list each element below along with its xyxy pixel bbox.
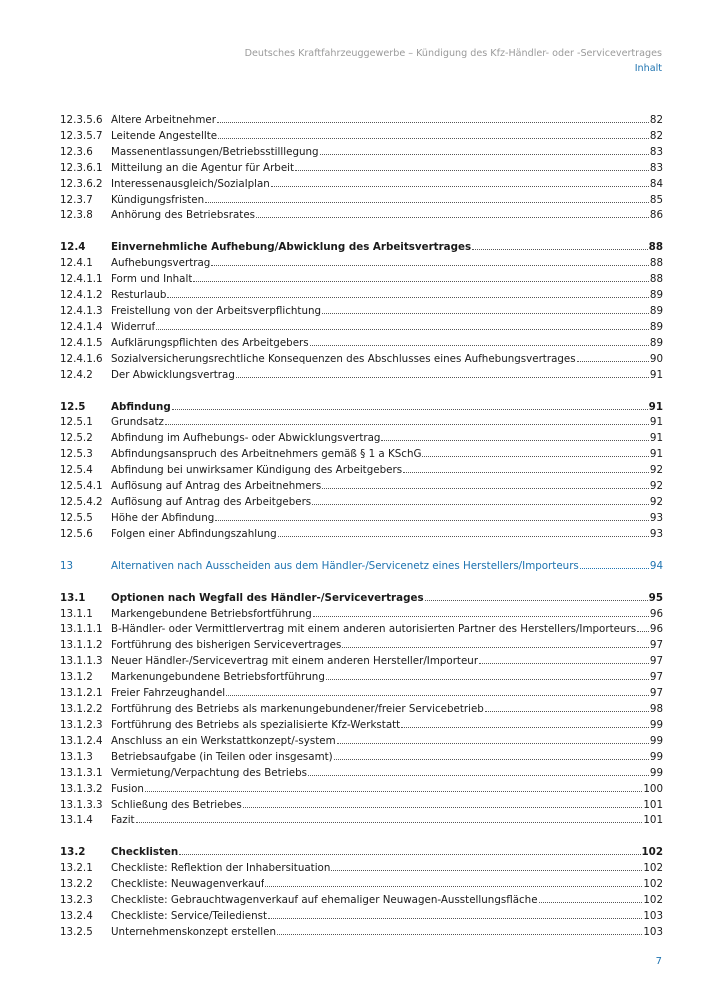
toc-entry-page: 102	[643, 862, 663, 875]
toc-entry-title: Freier Fahrzeughandel	[111, 687, 226, 700]
toc-entry-page: 101	[643, 798, 663, 811]
toc-entry[interactable]	[60, 890, 663, 906]
toc-entry[interactable]	[60, 476, 663, 492]
dot-leader	[322, 487, 649, 489]
toc-entry-title: Unternehmenskonzept erstellen	[111, 925, 277, 938]
dot-leader	[479, 662, 649, 664]
toc-entry-page: 102	[641, 846, 663, 859]
page-number: 7	[655, 956, 662, 967]
toc-spacer	[60, 221, 663, 237]
toc-spacer	[60, 826, 663, 842]
toc-entry-page: 92	[649, 480, 663, 493]
dot-leader	[145, 790, 642, 792]
toc-entry-title: Massenentlassungen/Betriebsstilllegung	[111, 145, 319, 158]
toc-entry[interactable]	[60, 508, 663, 524]
toc-spacer	[60, 540, 663, 556]
toc-entry-number: 13.2.3	[60, 894, 93, 907]
toc-entry[interactable]	[60, 747, 663, 763]
dot-leader	[381, 439, 648, 441]
dot-leader	[485, 710, 649, 712]
toc-entry[interactable]	[60, 174, 663, 190]
dot-leader	[193, 280, 649, 282]
toc-entry-page: 96	[649, 623, 663, 636]
dot-leader	[165, 423, 649, 425]
dot-leader	[403, 471, 649, 473]
toc-entry-number: 13.2.4	[60, 910, 93, 923]
toc-entry-page: 91	[649, 432, 663, 445]
toc-entry[interactable]	[60, 492, 663, 508]
dot-leader	[277, 933, 642, 935]
toc-entry-page: 82	[649, 113, 663, 126]
toc-entry[interactable]	[60, 444, 663, 460]
toc-entry[interactable]	[60, 795, 663, 811]
dot-leader	[425, 599, 648, 601]
dot-leader	[312, 503, 649, 505]
dot-leader	[172, 408, 648, 410]
toc-entry-page: 91	[648, 400, 663, 413]
toc-entry-page: 93	[649, 527, 663, 540]
toc-entry[interactable]	[60, 460, 663, 476]
toc-entry-page: 98	[649, 703, 663, 716]
toc-entry-title: Neuer Händler-/Servicevertrag mit einem anderen Hersteller/Importeur	[111, 655, 479, 668]
toc-entry-page: 102	[643, 894, 663, 907]
toc-entry-page: 99	[649, 718, 663, 731]
dot-leader	[268, 917, 642, 919]
toc-entry-title: Freistellung von der Arbeitsverpflichtung	[111, 304, 322, 317]
toc-entry-page: 83	[649, 145, 663, 158]
toc-entry-title: Aufklärungspflichten des Arbeitgebers	[111, 336, 309, 349]
toc-entry[interactable]	[60, 253, 663, 269]
toc-entry-number: 12.5.2	[60, 432, 93, 445]
toc-entry-page: 97	[649, 671, 663, 684]
toc-entry-number: 12.4.1.6	[60, 352, 103, 365]
toc-entry-title: Auflösung auf Antrag des Arbeitnehmers	[111, 480, 322, 493]
toc-entry-number: 12.4.1.5	[60, 336, 103, 349]
toc-spacer	[60, 381, 663, 397]
toc-entry-page: 103	[643, 925, 663, 938]
toc-entry-number: 13.2	[60, 846, 86, 859]
toc-entry-page: 88	[649, 257, 663, 270]
toc-entry-title: Checkliste: Reflektion der Inhabersituation	[111, 862, 331, 875]
toc-entry[interactable]	[60, 922, 663, 938]
table-of-contents	[60, 110, 663, 938]
toc-entry-title: Fortführung des bisherigen Servicevertrages	[111, 639, 342, 652]
toc-entry-title: Markengebundene Betriebsfortführung	[111, 607, 312, 620]
toc-entry-title: Abfindung bei unwirksamer Kündigung des Arbeitgebers	[111, 464, 403, 477]
toc-entry-title: Alternativen nach Ausscheiden aus dem Händler-/Servicenetz eines Herstellers/Importeurs	[111, 559, 579, 572]
dot-leader	[337, 742, 649, 744]
toc-entry-title: Checkliste: Gebrauchtwagenverkauf auf ehemaliger Neuwagen-Ausstellungsfläche	[111, 894, 538, 907]
toc-entry-page: 84	[649, 177, 663, 190]
toc-entry-number: 12.5.5	[60, 511, 93, 524]
toc-entry-page: 83	[649, 161, 663, 174]
toc-entry-number: 12.4.1.4	[60, 320, 103, 333]
section-label: Inhalt	[634, 63, 662, 74]
dot-leader	[539, 901, 643, 903]
toc-entry-page: 97	[649, 639, 663, 652]
toc-entry-title: Markenungebundene Betriebsfortführung	[111, 671, 325, 684]
toc-entry-title: Der Abwicklungsvertrag	[111, 368, 235, 381]
dot-leader	[226, 694, 649, 696]
toc-entry-title: Resturlaub	[111, 289, 167, 302]
toc-entry[interactable]	[60, 858, 663, 874]
toc-entry-title: Checkliste: Service/Teiledienst	[111, 910, 267, 923]
toc-entry-title: Interessenausgleich/Sozialplan	[111, 177, 270, 190]
toc-entry-title: Anschluss an ein Werkstattkonzept/-system	[111, 734, 336, 747]
toc-entry-page: 89	[649, 304, 663, 317]
toc-entry-title: Kündigungsfristen	[111, 193, 205, 206]
toc-entry-number: 12.3.5.6	[60, 113, 103, 126]
toc-entry[interactable]	[60, 365, 663, 381]
toc-entry[interactable]	[60, 397, 663, 413]
toc-entry-page: 88	[648, 241, 663, 254]
toc-entry-page: 102	[643, 878, 663, 891]
toc-entry-title: Betriebsaufgabe (in Teilen oder insgesamt)	[111, 750, 333, 763]
toc-entry-title: Fazit	[111, 814, 135, 827]
toc-entry-number: 12.4.1.2	[60, 289, 103, 302]
toc-entry-number: 12.5.6	[60, 527, 93, 540]
toc-entry-page: 91	[649, 368, 663, 381]
toc-entry-number: 13.1.1.1	[60, 623, 103, 636]
toc-entry-number: 12.3.6	[60, 145, 93, 158]
toc-entry-page: 92	[649, 464, 663, 477]
toc-entry-title: Fortführung des Betriebs als spezialisierte Kfz-Werkstatt	[111, 718, 401, 731]
toc-entry-page: 99	[649, 750, 663, 763]
toc-entry-number: 13.1.2.1	[60, 687, 103, 700]
toc-entry[interactable]	[60, 651, 663, 667]
dot-leader	[580, 567, 649, 569]
toc-entry[interactable]	[60, 604, 663, 620]
toc-entry[interactable]	[60, 588, 663, 604]
toc-entry-title: Abfindung im Aufhebungs- oder Abwicklungsvertrag	[111, 432, 381, 445]
dot-leader	[136, 821, 643, 823]
toc-entry-number: 12.5.4.1	[60, 480, 103, 493]
toc-entry-title: Checklisten	[111, 846, 179, 859]
toc-entry-number: 12.5	[60, 400, 86, 413]
dot-leader	[342, 646, 649, 648]
toc-entry-number: 13.1.3	[60, 750, 93, 763]
toc-entry[interactable]	[60, 190, 663, 206]
dot-leader	[577, 360, 649, 362]
toc-entry-number: 12.4.1.1	[60, 273, 103, 286]
dot-leader	[308, 774, 649, 776]
toc-entry-page: 85	[649, 193, 663, 206]
toc-entry-page: 99	[649, 734, 663, 747]
dot-leader	[278, 535, 649, 537]
toc-entry-title: Leitende Angestellte	[111, 129, 218, 142]
dot-leader	[401, 726, 649, 728]
toc-entry-title: Ältere Arbeitnehmer	[111, 113, 216, 126]
toc-entry-number: 13.1.3.2	[60, 782, 103, 795]
dot-leader	[265, 885, 642, 887]
toc-entry-title: Fortführung des Betriebs als markenungebundener/freier Servicebetrieb	[111, 703, 484, 716]
toc-entry-number: 13.1.2.2	[60, 703, 103, 716]
toc-entry-title: B-Händler- oder Vermittlervertrag mit einem anderen autorisierten Partner des Herstellers/Importeurs	[111, 623, 637, 636]
toc-entry-number: 13.1.3.3	[60, 798, 103, 811]
toc-entry-title: Checkliste: Neuwagenverkauf	[111, 878, 265, 891]
toc-entry-number: 13.1.1.3	[60, 655, 103, 668]
toc-entry[interactable]	[60, 126, 663, 142]
toc-entry[interactable]	[60, 524, 663, 540]
toc-entry-title: Auflösung auf Antrag des Arbeitgebers	[111, 496, 312, 509]
toc-entry[interactable]	[60, 317, 663, 333]
dot-leader	[156, 328, 649, 330]
toc-entry-page: 100	[643, 782, 663, 795]
toc-entry-number: 13.1.2.4	[60, 734, 103, 747]
toc-entry-page: 91	[649, 448, 663, 461]
toc-entry[interactable]	[60, 811, 663, 827]
toc-entry-number: 12.5.1	[60, 416, 93, 429]
toc-entry-title: Höhe der Abfindung	[111, 511, 215, 524]
toc-entry-title: Mitteilung an die Agentur für Arbeit	[111, 161, 295, 174]
toc-entry-page: 88	[649, 273, 663, 286]
toc-entry-title: Aufhebungsvertrag	[111, 257, 211, 270]
dot-leader	[472, 248, 648, 250]
toc-entry-page: 89	[649, 336, 663, 349]
toc-entry-page: 86	[649, 209, 663, 222]
toc-entry-number: 12.3.6.1	[60, 161, 103, 174]
toc-entry[interactable]	[60, 285, 663, 301]
toc-entry[interactable]	[60, 301, 663, 317]
toc-entry-number: 13.1	[60, 591, 86, 604]
dot-leader	[218, 137, 649, 139]
toc-entry-number: 12.5.4	[60, 464, 93, 477]
toc-entry[interactable]	[60, 413, 663, 429]
toc-entry-title: Form und Inhalt	[111, 273, 193, 286]
toc-entry[interactable]	[60, 556, 663, 572]
toc-entry[interactable]	[60, 906, 663, 922]
dot-leader	[256, 216, 649, 218]
dot-leader	[236, 376, 649, 378]
toc-entry-number: 12.4	[60, 241, 86, 254]
dot-leader	[179, 853, 640, 855]
toc-entry[interactable]	[60, 349, 663, 365]
toc-entry-page: 92	[649, 496, 663, 509]
dot-leader	[310, 344, 649, 346]
toc-entry-page: 96	[649, 607, 663, 620]
toc-entry-number: 12.3.8	[60, 209, 93, 222]
toc-entry-number: 12.4.1	[60, 257, 93, 270]
toc-entry-title: Fusion	[111, 782, 144, 795]
toc-entry-page: 89	[649, 320, 663, 333]
toc-entry-page: 97	[649, 687, 663, 700]
toc-entry[interactable]	[60, 699, 663, 715]
toc-entry-page: 97	[649, 655, 663, 668]
toc-entry-number: 13.2.1	[60, 862, 93, 875]
dot-leader	[217, 121, 649, 123]
dot-leader	[313, 615, 649, 617]
dot-leader	[326, 678, 649, 680]
dot-leader	[271, 185, 649, 187]
toc-entry-number: 13.1.3.1	[60, 766, 103, 779]
toc-entry-number: 13	[60, 559, 74, 572]
dot-leader	[243, 806, 643, 808]
dot-leader	[334, 758, 649, 760]
toc-entry[interactable]	[60, 635, 663, 651]
dot-leader	[167, 296, 648, 298]
toc-entry-number: 12.4.1.3	[60, 304, 103, 317]
toc-entry-title: Vermietung/Verpachtung des Betriebs	[111, 766, 307, 779]
toc-entry[interactable]	[60, 842, 663, 858]
toc-entry-page: 90	[649, 352, 663, 365]
toc-entry-number: 12.3.5.7	[60, 129, 103, 142]
toc-entry-title: Folgen einer Abfindungszahlung	[111, 527, 277, 540]
toc-entry-title: Schließung des Betriebes	[111, 798, 242, 811]
dot-leader	[295, 169, 649, 171]
running-header	[245, 46, 662, 76]
toc-entry-number: 12.3.6.2	[60, 177, 103, 190]
dot-leader	[331, 869, 642, 871]
dot-leader	[322, 312, 649, 314]
toc-entry[interactable]	[60, 206, 663, 222]
toc-entry-title: Widerruf	[111, 320, 156, 333]
toc-spacer	[60, 572, 663, 588]
toc-entry[interactable]	[60, 874, 663, 890]
toc-entry-title: Einvernehmliche Aufhebung/Abwicklung des Arbeitsvertrages	[111, 241, 472, 254]
toc-entry-title: Grundsatz	[111, 416, 164, 429]
dot-leader	[211, 264, 649, 266]
dot-leader	[320, 153, 649, 155]
toc-entry-page: 95	[648, 591, 663, 604]
toc-entry[interactable]	[60, 763, 663, 779]
toc-entry-number: 13.1.4	[60, 814, 93, 827]
toc-entry[interactable]	[60, 620, 663, 636]
dot-leader	[205, 201, 649, 203]
document-title: Deutsches Kraftfahrzeuggewerbe – Kündigung des Kfz-Händler- oder -Servicevertrages	[244, 48, 662, 59]
toc-entry[interactable]	[60, 683, 663, 699]
dot-leader	[422, 455, 648, 457]
toc-entry-page: 94	[649, 559, 663, 572]
toc-entry-page: 101	[643, 814, 663, 827]
toc-entry[interactable]	[60, 715, 663, 731]
toc-entry-title: Anhörung des Betriebsrates	[111, 209, 256, 222]
toc-entry-title: Abfindung	[111, 400, 171, 413]
dot-leader	[215, 519, 649, 521]
toc-entry[interactable]	[60, 667, 663, 683]
toc-entry-number: 13.1.1	[60, 607, 93, 620]
toc-entry-number: 13.1.2.3	[60, 718, 103, 731]
toc-entry-number: 12.5.3	[60, 448, 93, 461]
toc-entry-number: 12.4.2	[60, 368, 93, 381]
toc-entry-title: Abfindungsanspruch des Arbeitnehmers gemäß § 1 a KSchG	[111, 448, 422, 461]
toc-entry[interactable]	[60, 142, 663, 158]
toc-entry[interactable]	[60, 269, 663, 285]
toc-entry-page: 91	[649, 416, 663, 429]
toc-entry-number: 12.3.7	[60, 193, 93, 206]
toc-entry[interactable]	[60, 237, 663, 253]
toc-entry[interactable]	[60, 428, 663, 444]
toc-entry-page: 103	[643, 910, 663, 923]
toc-entry-page: 93	[649, 511, 663, 524]
toc-entry-number: 13.2.5	[60, 925, 93, 938]
toc-entry[interactable]	[60, 110, 663, 126]
dot-leader	[637, 630, 649, 632]
toc-entry-number: 13.1.1.2	[60, 639, 103, 652]
toc-entry[interactable]	[60, 158, 663, 174]
toc-entry[interactable]	[60, 333, 663, 349]
toc-entry-number: 12.5.4.2	[60, 496, 103, 509]
toc-entry-title: Optionen nach Wegfall des Händler-/Servicevertrages	[111, 591, 424, 604]
toc-entry-page: 99	[649, 766, 663, 779]
toc-entry-number: 13.1.2	[60, 671, 93, 684]
toc-entry[interactable]	[60, 779, 663, 795]
toc-entry-number: 13.2.2	[60, 878, 93, 891]
toc-entry-page: 89	[649, 289, 663, 302]
toc-entry-title: Sozialversicherungsrechtliche Konsequenzen des Abschlusses eines Aufhebungsvertrages	[111, 352, 576, 365]
toc-entry-page: 82	[649, 129, 663, 142]
toc-entry[interactable]	[60, 731, 663, 747]
